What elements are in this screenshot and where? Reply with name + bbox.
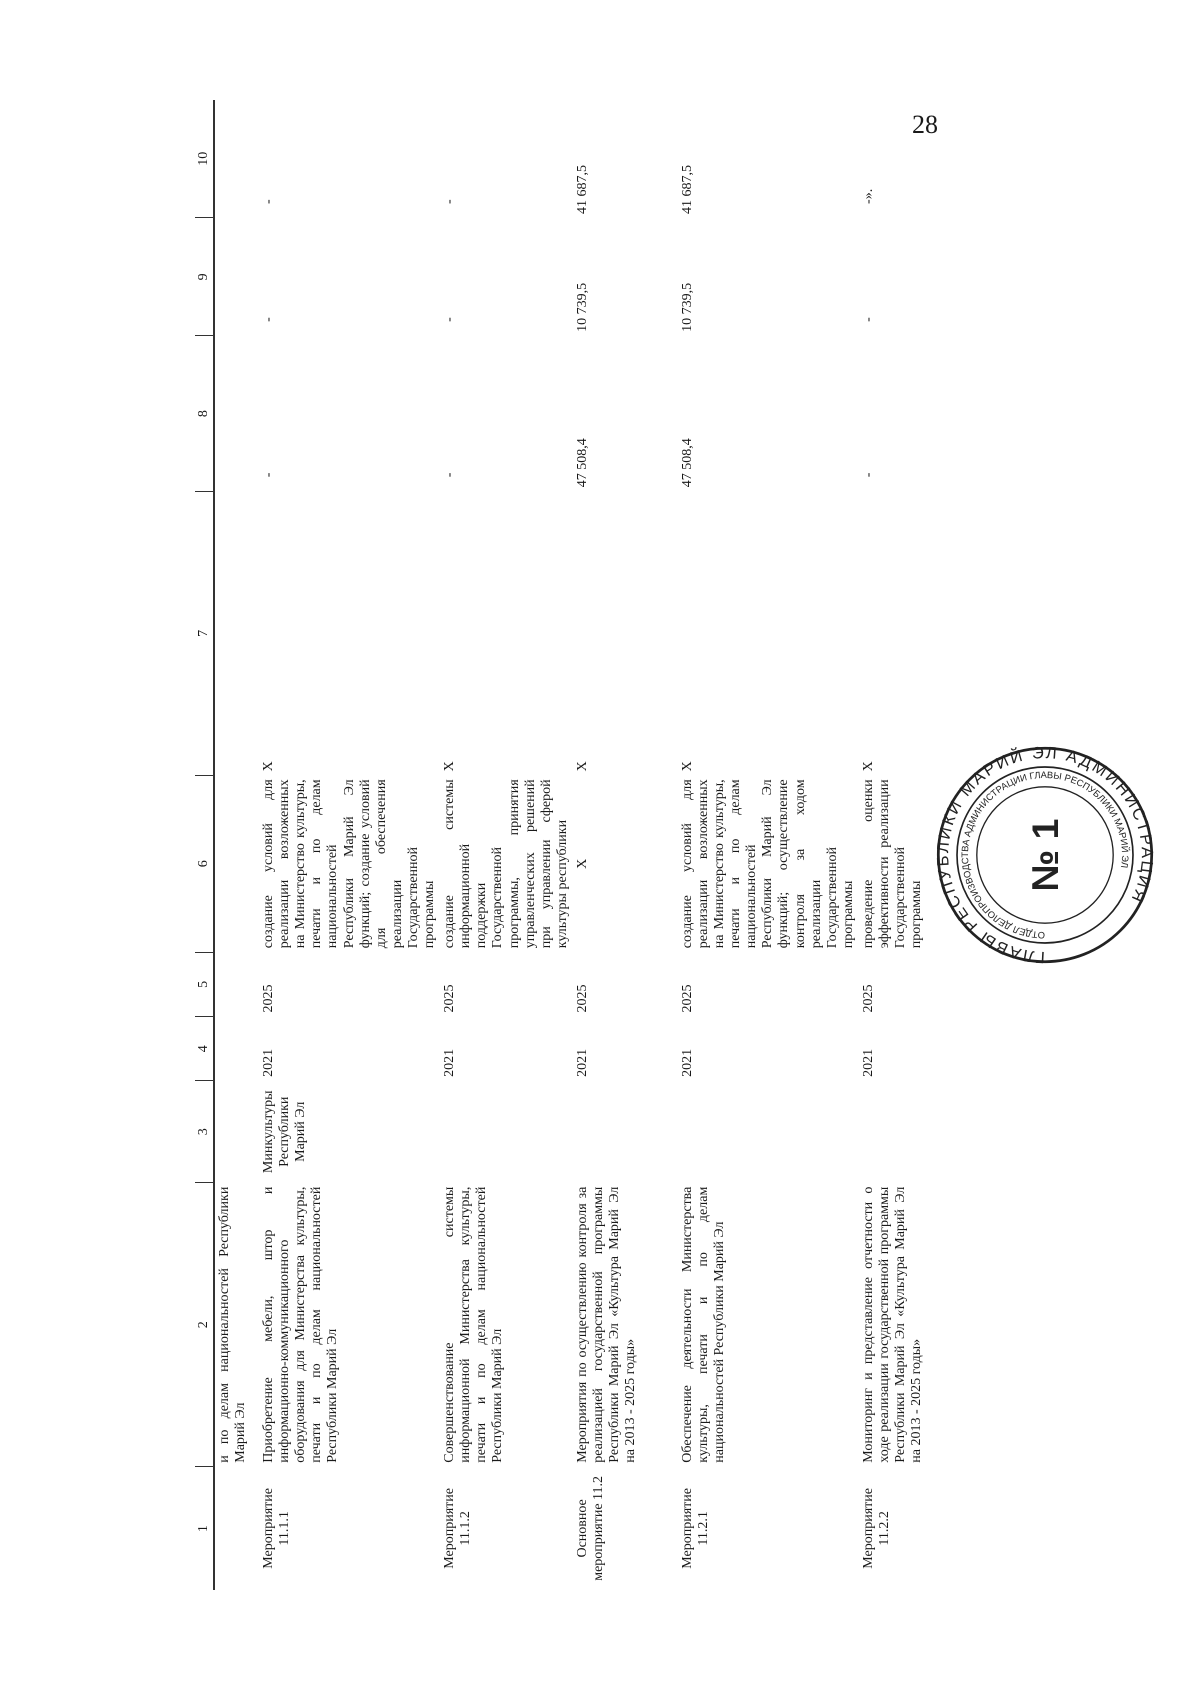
- end-year-cell: 2025: [679, 984, 695, 1013]
- executor-cell: [214, 1081, 259, 1183]
- start-year-cell: 2021: [261, 1048, 277, 1077]
- measure-name-cell: Обеспечение деятельности Министерства культуры, печати и по делам национальностей Республики Марий Эл: [679, 1186, 728, 1463]
- measure-name-cell: Мероприятия по осуществлению контроля за реализацией государственной программы Республики Марий Эл «Культура Марий Эл на 2013 - 2025 годы»: [574, 1186, 639, 1463]
- measure-id-cell: Мероприятие 11.2.1: [679, 1488, 711, 1569]
- table-row: [214, 100, 259, 1590]
- program-table: [195, 100, 969, 1590]
- value-cell: 47 508,4: [574, 438, 590, 488]
- end-year-cell: 2025: [574, 984, 590, 1013]
- indicator-cell: X: [679, 761, 695, 772]
- column-number: 8: [195, 336, 214, 491]
- value-cell: [214, 336, 259, 491]
- executor-cell: [573, 1081, 678, 1183]
- end-year-cell: [214, 952, 259, 1016]
- column-number: 2: [195, 1183, 214, 1467]
- indicator-cell: X: [574, 761, 590, 772]
- result-cell: создание условий для реализации возложенных на Министерство культуры, печати и по делам национальностей Республики Марий Эл функций; создание условий для обеспечения реализации Государственной программы: [261, 779, 438, 949]
- measure-id-cell: Основное мероприятие 11.2: [574, 1475, 606, 1581]
- start-year-cell: [214, 1017, 259, 1081]
- measure-id-cell: [214, 1467, 259, 1590]
- value-cell: -: [261, 199, 277, 204]
- table-row: [440, 100, 573, 1590]
- value-cell: -: [860, 317, 876, 322]
- measure-name-cell: и по делам национальностей Республики Марий Эл: [217, 1186, 249, 1463]
- seal-graphic: [935, 745, 1155, 965]
- value-cell: 41 687,5: [574, 164, 590, 214]
- start-year-cell: 2021: [679, 1048, 695, 1077]
- executor-cell: [859, 1081, 969, 1183]
- value-cell: -: [261, 472, 277, 478]
- end-year-cell: 2025: [860, 984, 876, 1013]
- value-cell: 10 739,5: [679, 282, 695, 332]
- result-cell: [214, 775, 259, 952]
- indicator-cell: [214, 491, 259, 775]
- start-year-cell: 2021: [860, 1048, 876, 1077]
- table-row: [259, 100, 440, 1590]
- official-seal: [935, 745, 1155, 965]
- column-number: 7: [195, 491, 214, 775]
- end-year-cell: 2025: [261, 984, 277, 1013]
- column-number: 5: [195, 952, 214, 1016]
- measure-name-cell: Мониторинг и представление отчетности о ходе реализации государственной программы Республики Марий Эл «Культура Марий Эл на 2013 - 2025 годы»: [860, 1186, 925, 1463]
- value-cell: -: [442, 317, 458, 322]
- start-year-cell: 2021: [574, 1048, 590, 1077]
- column-number: 9: [195, 218, 214, 336]
- value-cell: 41 687,5: [679, 164, 695, 214]
- value-cell: -: [442, 199, 458, 204]
- rotated-table-container: [195, 100, 965, 1590]
- start-year-cell: 2021: [442, 1048, 458, 1077]
- value-cell: 10 739,5: [574, 282, 590, 332]
- result-cell: создание условий для реализации возложенных на Министерство культуры, печати и по делам национальностей Республики Марий Эл функций; осуществление контроля за ходом реализации Государственной программы: [679, 779, 856, 949]
- column-number: 10: [195, 100, 214, 218]
- column-number: 3: [195, 1081, 214, 1183]
- executor-cell: Минкультуры Республики Марий Эл: [261, 1090, 309, 1174]
- value-cell: -: [860, 472, 876, 478]
- page-number: 28: [912, 110, 938, 139]
- seal-number: № 1: [1024, 818, 1067, 892]
- result-cell: проведение оценки эффективности реализации Государственной программы: [860, 779, 925, 949]
- executor-cell: [440, 1081, 573, 1183]
- result-cell: создание системы информационной поддержки Государственной программы, принятия управленческих решений при управлении сферой культуры республики: [442, 779, 570, 949]
- value-cell: 47 508,4: [679, 438, 695, 488]
- end-year-cell: 2025: [442, 984, 458, 1013]
- value-cell: -: [442, 472, 458, 478]
- table-row: [573, 100, 678, 1590]
- column-number: 1: [195, 1467, 214, 1590]
- measure-id-cell: Мероприятие 11.1.2: [442, 1488, 474, 1569]
- indicator-cell: X: [261, 761, 277, 772]
- seal-outer-text: ГЛАВЫ РЕСПУБЛИКИ МАРИЙ ЭЛ АДМИНИСТРАЦИЯ: [935, 745, 1155, 965]
- value-cell: -: [261, 317, 277, 322]
- executor-cell: [678, 1081, 859, 1183]
- indicator-cell: X: [860, 761, 876, 772]
- measure-id-cell: Мероприятие 11.1.1: [261, 1488, 293, 1569]
- column-number-row: [195, 100, 214, 1590]
- measure-name-cell: Совершенствование системы информационной Министерства культуры, печати и по делам национальностей Республики Марий Эл: [442, 1186, 506, 1463]
- table-row: [678, 100, 859, 1590]
- seal-inner-text: ОТДЕЛ ДЕЛОПРОИЗВОДСТВА АДМИНИСТРАЦИИ ГЛАВЫ РЕСПУБЛИКИ МАРИЙ ЭЛ: [959, 769, 1131, 941]
- measure-id-cell: Мероприятие 11.2.2: [860, 1488, 892, 1569]
- value-cell: -».: [860, 188, 876, 204]
- column-number: 4: [195, 1017, 214, 1081]
- result-cell: X: [574, 858, 590, 869]
- value-cell: [214, 218, 259, 336]
- indicator-cell: X: [442, 761, 458, 772]
- column-number: 6: [195, 775, 214, 952]
- measure-name-cell: Приобретение мебели, штор и информационно-коммуникационного оборудования для Министерства культуры, печати и по делам национальностей Республики Марий Эл: [261, 1186, 341, 1463]
- value-cell: [214, 100, 259, 218]
